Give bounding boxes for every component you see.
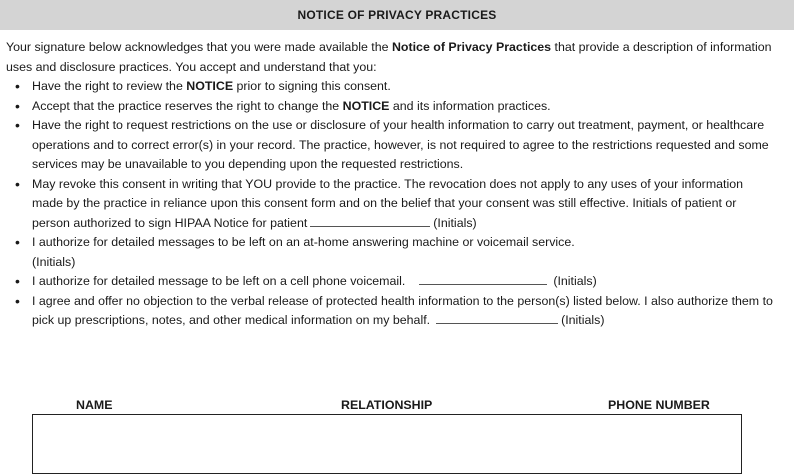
intro-text-end: that provide a description of information uses and disclosure practices. You accept and understand that you: — [6, 40, 772, 74]
item-text: prior to signing this consent. — [233, 79, 391, 93]
intro-text-start: Your signature below acknowledges that you were made available the — [6, 40, 392, 54]
list-item — [32, 233, 774, 272]
notice-header — [0, 0, 794, 30]
item-bold: NOTICE — [342, 98, 390, 113]
item-text: May revoke this consent in writing that YOU provide to the practice. The revocation does not apply to any uses of your information made by the practice in reliance upon this consent form and on the belief that your consent was still effective. Initials of patient or person authorized to sign HIPAA Notice for patient — [32, 176, 744, 230]
intro-bold-title: Notice of Privacy Practices — [391, 40, 552, 54]
column-name: NAME — [76, 398, 113, 412]
item-text: and its information practices. — [389, 98, 551, 113]
initials-label: (Initials) — [553, 274, 597, 288]
initials-field-release[interactable] — [436, 311, 558, 324]
list-item — [32, 77, 774, 97]
column-phone-number: PHONE NUMBER — [608, 398, 710, 412]
item-text: I agree and offer no objection to the verbal release of protected health information to the person(s) listed below. I also authorize them to pick up prescriptions, notes, and other medical information on my behalf. — [32, 293, 773, 327]
list-item — [32, 116, 774, 175]
list-item — [32, 175, 774, 234]
initials-label: (Initials) — [561, 313, 605, 327]
acknowledgement-list — [0, 77, 794, 331]
list-item — [32, 272, 774, 292]
contact-table-box[interactable] — [32, 414, 742, 474]
item-text: Have the right to review the — [32, 79, 187, 93]
initials-label: (Initials) — [433, 215, 477, 230]
initials-label: (Initials) — [32, 254, 76, 269]
list-item — [32, 97, 774, 117]
intro-paragraph — [0, 38, 794, 77]
initials-field-cell-voicemail[interactable] — [419, 272, 547, 285]
list-item — [32, 292, 774, 331]
initials-field-patient[interactable] — [310, 214, 430, 227]
item-text: Have the right to request restrictions on the use or disclosure of your health information to carry out treatment, payment, or healthcare operations and to correct error(s) in your record. The practice, however, is not required to agree to the restrictions requested and some services may be unavailable to you depending upon the requested restrictions. — [32, 118, 769, 171]
item-text: Accept that the practice reserves the right to change the — [32, 98, 343, 113]
column-relationship: RELATIONSHIP — [341, 398, 433, 412]
notice-title: NOTICE OF PRIVACY PRACTICES — [297, 8, 497, 22]
item-text: I authorize for detailed message to be left on a cell phone voicemail. — [32, 274, 406, 288]
item-bold: NOTICE — [186, 79, 234, 93]
item-text: I authorize for detailed messages to be left on an at-home answering machine or voicemail service. — [32, 235, 575, 249]
